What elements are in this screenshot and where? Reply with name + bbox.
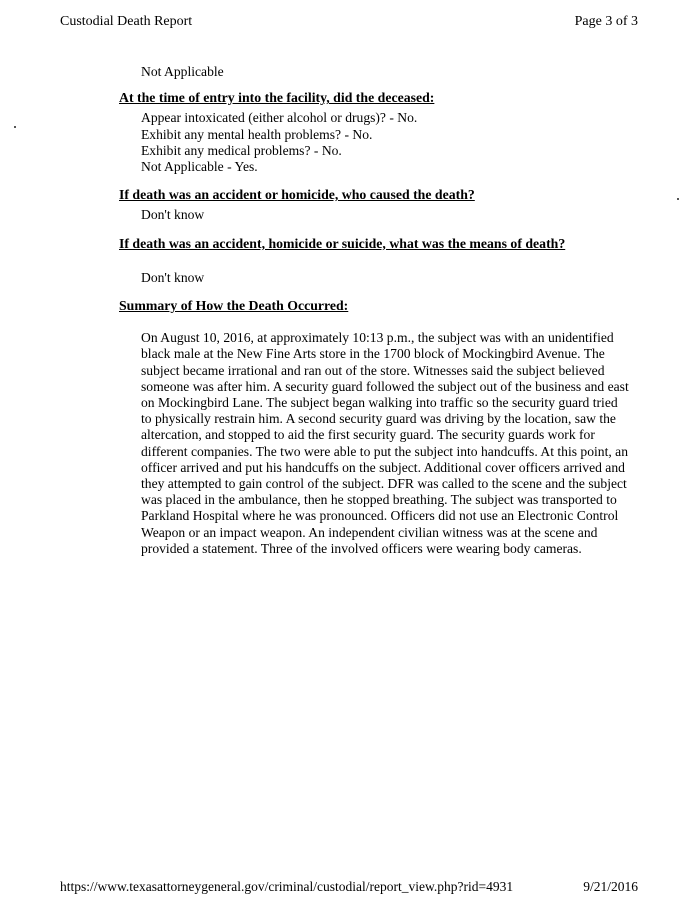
entry-condition-item: Not Applicable - Yes. (141, 159, 258, 175)
prior-answer: Not Applicable (141, 64, 224, 79)
section-heading-entry-condition: At the time of entry into the facility, did the deceased: (119, 90, 435, 106)
scan-speck (14, 126, 16, 128)
entry-condition-item: Exhibit any medical problems? - No. (141, 142, 342, 158)
report-title: Custodial Death Report (60, 14, 193, 29)
summary-paragraph (119, 330, 631, 557)
summary-text: On August 10, 2016, at approximately 10:13 p.m., the subject was with an unidentified black male at the New Fine Arts store in the 1700 block of Mockingbird Avenue. The subject became irrational and ran out of the store. Witnesses said the subject believed someone was after him. A security guard followed the subject out of the business and east on Mockingbird Lane. The subject began walking into traffic so the security guard tried to physically restrain him. A second security guard was driving by the location, saw the altercation, and stopped to aid the first security guard. The security guards work for different companies. The two were able to put the subject into handcuffs. At this point, an officer arrived and put his handcuffs on the subject. Additional cover officers arrived and they attempted to gain control of the subject. DFR was called to the scene and the subject was placed in the ambulance, then he stopped breathing. The subject was transported to Parkland Hospital where he was pronounced. Officers did not use an Electronic Control Weapon or an impact weapon. An independent civilian witness was at the scene and provided a statement. Three of the involved officers were wearing body cameras. (141, 330, 629, 556)
source-url: https://www.texasattorneygeneral.gov/criminal/custodial/report_view.php?rid=4931 (60, 879, 514, 894)
entry-condition-item: Appear intoxicated (either alcohol or drugs)? - No. (141, 110, 418, 126)
print-date: 9/21/2016 (583, 879, 638, 894)
section-heading-summary: Summary of How the Death Occurred: (119, 298, 349, 314)
who-caused-answer: Don't know (141, 207, 205, 223)
page-number: Page 3 of 3 (574, 14, 638, 29)
scan-speck (677, 198, 679, 200)
entry-condition-item: Exhibit any mental health problems? - No. (141, 126, 373, 142)
means-of-death-answer: Don't know (141, 269, 205, 285)
report-body (119, 64, 659, 557)
entry-condition-list (119, 110, 659, 175)
section-heading-means-of-death: If death was an accident, homicide or suicide, what was the means of death? (119, 235, 566, 251)
section-heading-who-caused: If death was an accident or homicide, who caused the death? (119, 187, 475, 203)
